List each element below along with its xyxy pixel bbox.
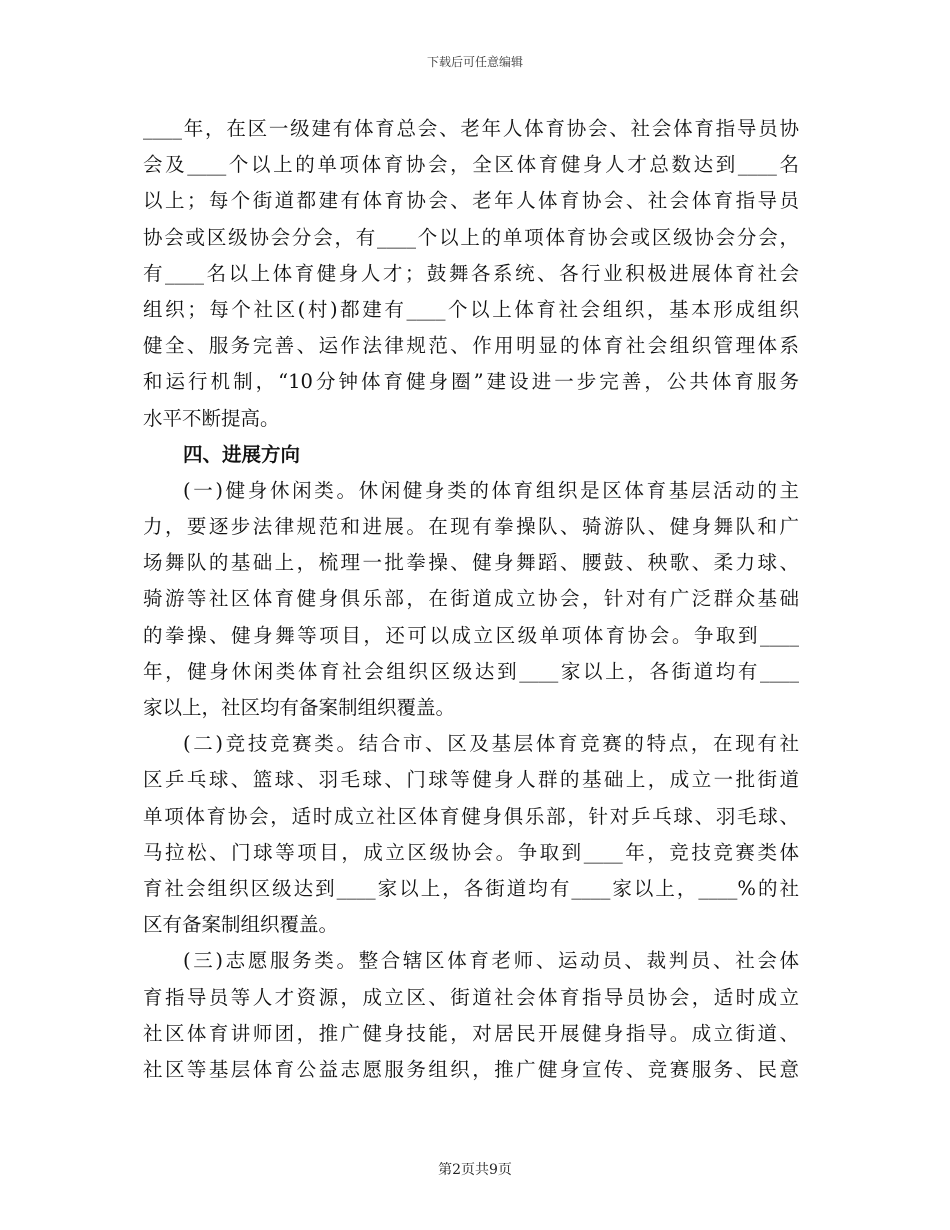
paragraph-line: 的拳操、健身舞等项目，还可以成立区级单项体育协会。争取到____ — [143, 623, 799, 647]
paragraph-line: 水平不断提高。 — [143, 406, 280, 430]
paragraph-line: 场舞队的基础上，梳理一批拳操、健身舞蹈、腰鼓、秧歌、柔力球、 — [143, 551, 799, 575]
paragraph-line: 协会或区级协会分会，有____个以上的单项体育协会或区级协会分会， — [143, 225, 799, 249]
paragraph-line: ____年，在区一级建有体育总会、老年人体育协会、社会体育指导员协 — [143, 117, 799, 140]
page-footer: 第2页共9页 — [438, 1162, 512, 1178]
paragraph-line: 力，要逐步法律规范和进展。在现有拳操队、骑游队、健身舞队和广 — [143, 515, 799, 539]
paragraph-line: 有____名以上体育健身人才；鼓舞各系统、各行业积极进展体育社会 — [143, 261, 799, 285]
paragraph-line: 区有备案制组织覆盖。 — [143, 913, 339, 937]
paragraph-line: 以上；每个街道都建有体育协会、老年人体育协会、社会体育指导员 — [143, 189, 799, 213]
paragraph-line: 马拉松、门球等项目，成立区级协会。争取到____年，竞技竞赛类体 — [143, 840, 799, 864]
document-body — [143, 111, 799, 1088]
paragraph-line: 社区等基层体育公益志愿服务组织，推广健身宣传、竞赛服务、民意 — [143, 1057, 799, 1081]
paragraph-line: 健全、服务完善、运作法律规范、作用明显的体育社会组织管理体系 — [143, 334, 799, 358]
paragraph-line: (一)健身休闲类。休闲健身类的体育组织是区体育基层活动的主 — [183, 478, 799, 502]
page-header: 下载后可任意编辑 — [426, 55, 523, 69]
paragraph-line: 组织；每个社区(村)都建有____个以上体育社会组织，基本形成组织 — [143, 297, 799, 321]
paragraph-line: 年，健身休闲类体育社会组织区级达到____家以上，各街道均有____ — [143, 659, 799, 683]
section-heading: 四、进展方向 — [183, 442, 301, 466]
paragraph-line: 育指导员等人才资源，成立区、街道社会体育指导员协会，适时成立 — [143, 985, 799, 1009]
paragraph-line: 会及____个以上的单项体育协会，全区体育健身人才总数达到____名 — [143, 153, 799, 177]
paragraph-line: 骑游等社区体育健身俱乐部，在街道成立协会，针对有广泛群众基础 — [143, 587, 799, 611]
paragraph-line: 家以上，社区均有备案制组织覆盖。 — [143, 696, 456, 719]
paragraph-line: (三)志愿服务类。整合辖区体育老师、运动员、裁判员、社会体 — [183, 949, 799, 973]
paragraph-line: 单项体育协会，适时成立社区体育健身俱乐部，针对乒乓球、羽毛球、 — [143, 804, 799, 828]
paragraph-line: (二)竞技竞赛类。结合市、区及基层体育竞赛的特点，在现有社 — [183, 732, 799, 756]
paragraph-line: 区乒乓球、篮球、羽毛球、门球等健身人群的基础上，成立一批街道 — [143, 768, 799, 792]
paragraph-line: 社区体育讲师团，推广健身技能，对居民开展健身指导。成立街道、 — [143, 1021, 799, 1045]
paragraph-line: 和运行机制，“10分钟体育健身圈”建设进一步完善，公共体育服务 — [143, 370, 799, 394]
paragraph-line: 育社会组织区级达到____家以上，各街道均有____家以上，____%的社 — [143, 876, 799, 900]
